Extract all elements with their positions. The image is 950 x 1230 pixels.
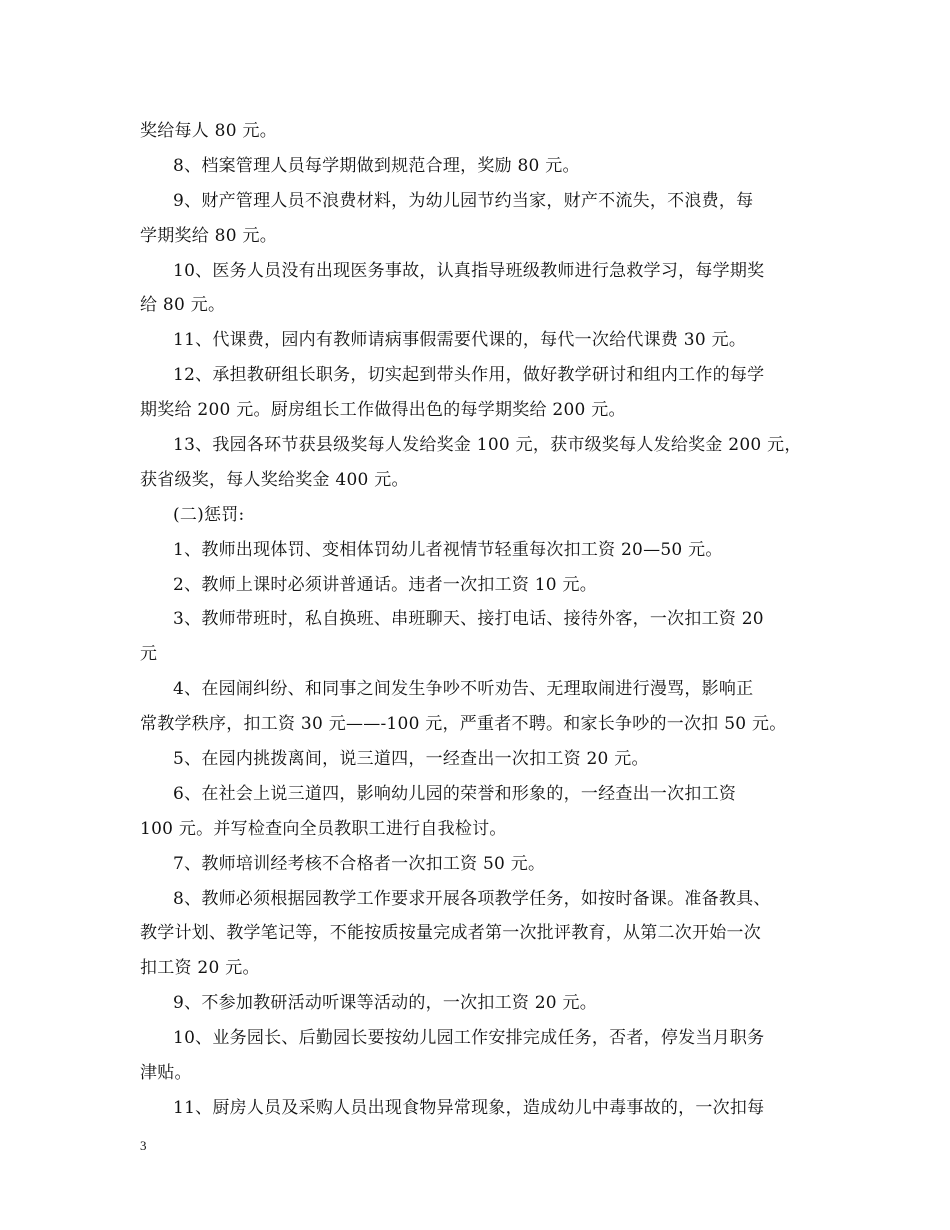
text-line: 3、教师带班时，私自换班、串班聊天、接打电话、接待外客，一次扣工资 20: [173, 609, 764, 630]
text-line: 10、医务人员没有出现医务事故，认真指导班级教师进行急救学习，每学期奖: [173, 260, 765, 281]
text-line: 11、代课费，园内有教师请病事假需要代课的，每代一次给代课费 30 元。: [173, 330, 747, 351]
text-line: 常教学秩序，扣工资 30 元——-100 元，严重者不聘。和家长争吵的一次扣 50 元。: [140, 714, 787, 735]
text-line: 学期奖给 80 元。: [140, 225, 277, 246]
text-line: 13、我园各环节获县级奖每人发给奖金 100 元，获市级奖每人发给奖金 200 元，: [173, 435, 802, 456]
document-body: [140, 114, 820, 1126]
text-line: 11、厨房人员及采购人员出现食物异常现象，造成幼儿中毒事故的，一次扣每: [173, 1097, 765, 1118]
page-number: 3: [140, 1138, 147, 1153]
text-line: 10、业务园长、后勤园长要按幼儿园工作安排完成任务，否者，停发当月职务: [173, 1028, 765, 1049]
text-line: 给 80 元。: [140, 295, 226, 316]
text-line: 9、财产管理人员不浪费材料，为幼儿园节约当家，财产不流失，不浪费，每: [173, 190, 754, 211]
text-line: 100 元。并写检查向全员教职工进行自我检讨。: [140, 818, 507, 839]
text-line: 获省级奖，每人奖给奖金 400 元。: [140, 469, 409, 490]
text-line: 期奖给 200 元。厨房组长工作做得出色的每学期奖给 200 元。: [140, 400, 626, 421]
text-line: 2、教师上课时必须讲普通话。违者一次扣工资 10 元。: [173, 574, 598, 595]
text-line: 12、承担教研组长职务，切实起到带头作用，做好教学研讨和组内工作的每学: [173, 365, 765, 386]
text-line: 教学计划、教学笔记等，不能按质按量完成者第一次批评教育，从第二次开始一次: [140, 923, 761, 944]
text-line: (二)惩罚:: [173, 504, 245, 525]
text-line: 奖给每人 80 元。: [140, 121, 277, 141]
text-line: 8、档案管理人员每学期做到规范合理，奖励 80 元。: [173, 155, 580, 176]
text-line: 1、教师出现体罚、变相体罚幼儿者视情节轻重每次扣工资 20—50 元。: [173, 539, 723, 560]
text-line: 6、在社会上说三道四，影响幼儿园的荣誉和形象的，一经查出一次扣工资: [173, 783, 737, 804]
text-line: 津贴。: [140, 1063, 192, 1084]
text-line: 8、教师必须根据园教学工作要求开展各项教学任务，如按时备课。准备教具、: [173, 888, 771, 909]
text-line: 4、在园闹纠纷、和同事之间发生争吵不听劝告、无理取闹进行漫骂，影响正: [173, 679, 754, 700]
text-line: 扣工资 20 元。: [140, 958, 260, 979]
text-line: 9、不参加教研活动听课等活动的，一次扣工资 20 元。: [173, 993, 598, 1014]
text-line: 5、在园内挑拨离间，说三道四，一经查出一次扣工资 20 元。: [173, 749, 649, 770]
text-line: 7、教师培训经考核不合格者一次扣工资 50 元。: [173, 853, 546, 874]
text-line: 元: [140, 644, 158, 665]
